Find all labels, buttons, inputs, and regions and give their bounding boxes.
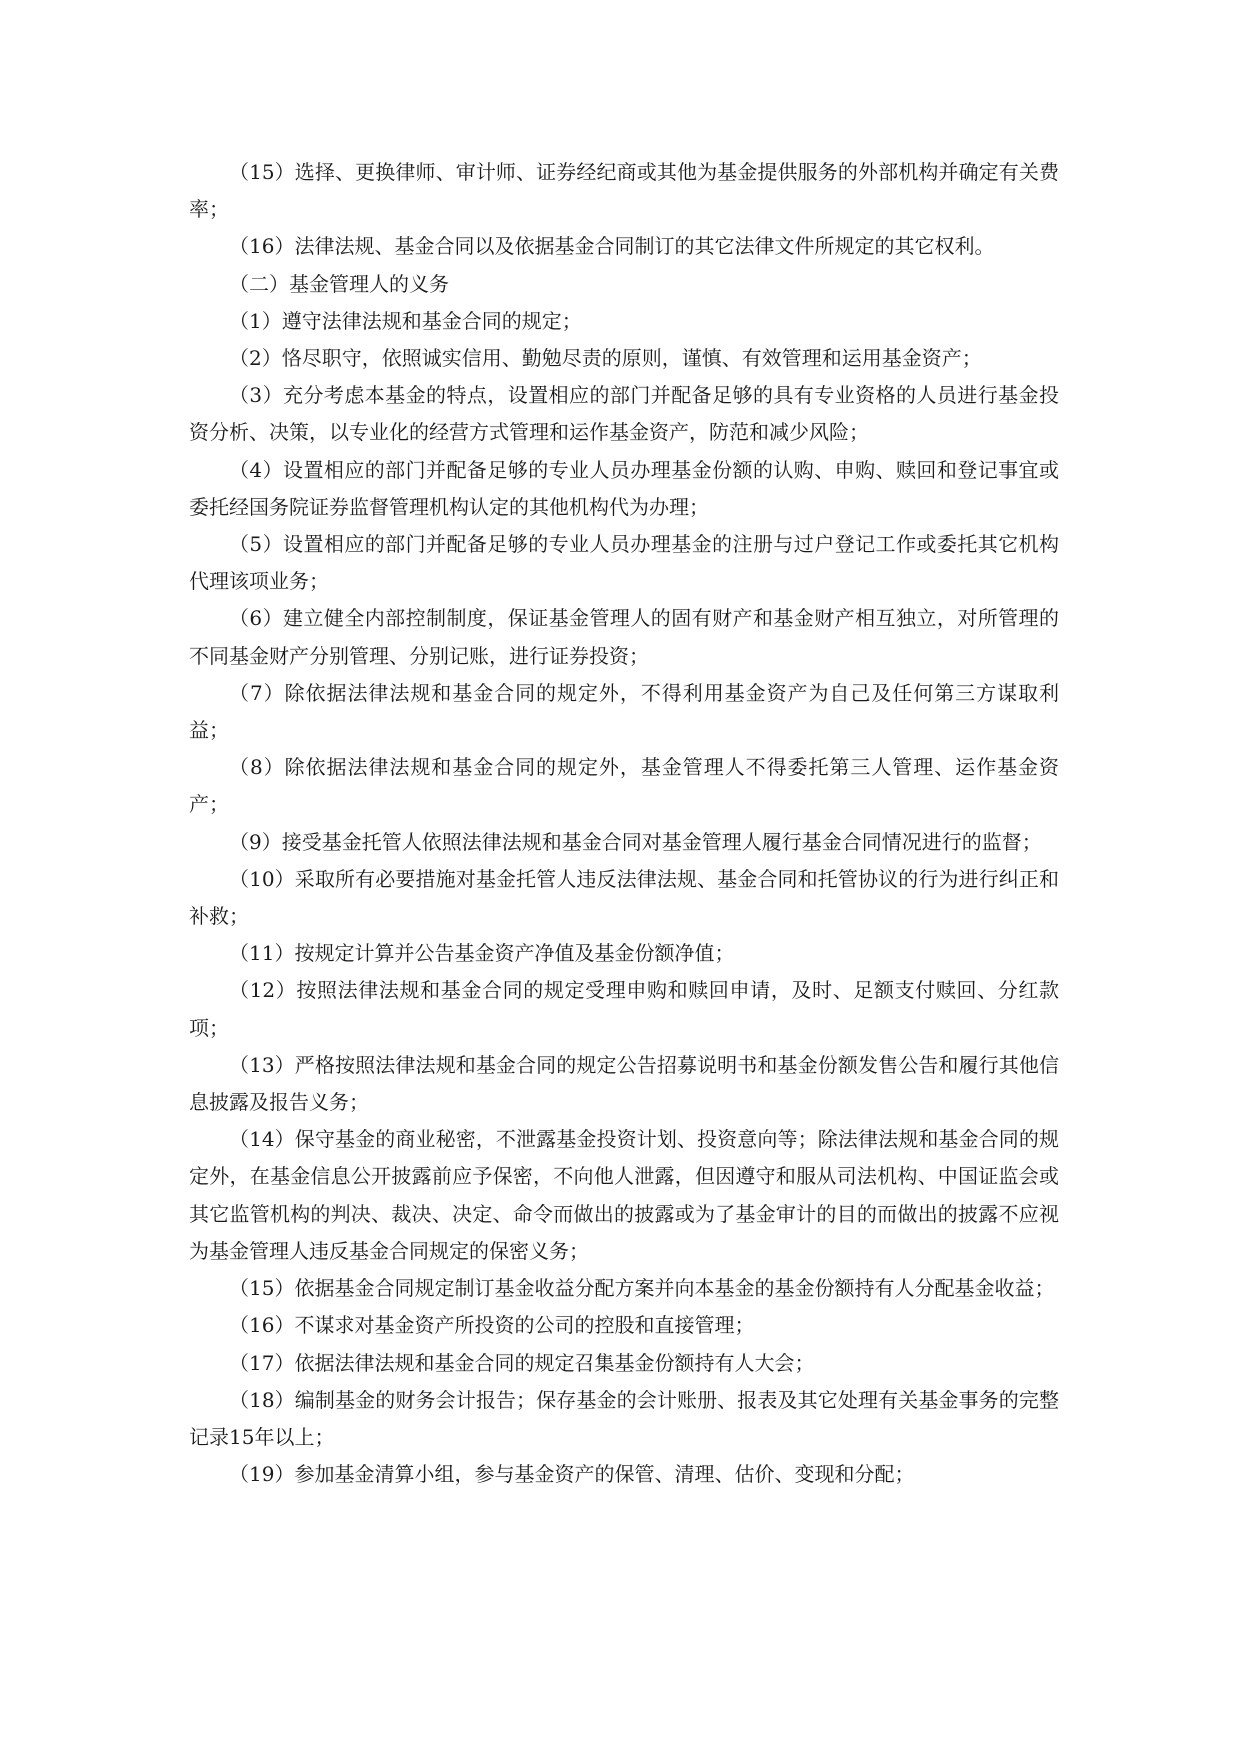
paragraph: （10）采取所有必要措施对基金托管人违反法律法规、基金合同和托管协议的行为进行纠正和补救；: [189, 866, 1059, 929]
paragraph: （16）法律法规、基金合同以及依据基金合同制订的其它法律文件所规定的其它权利。: [229, 234, 995, 259]
paragraph: （15）选择、更换律师、审计师、证券经纪商或其他为基金提供服务的外部机构并确定有关费率；: [189, 160, 1059, 222]
paragraph: （17）依据法律法规和基金合同的规定召集基金份额持有人大会；: [229, 1350, 815, 1375]
paragraph: （3）充分考虑本基金的特点，设置相应的部门并配备足够的具有专业资格的人员进行基金投资分析、决策，以专业化的经营方式管理和运作基金资产，防范和减少风险；: [189, 383, 1059, 445]
section-heading: （二）基金管理人的义务: [229, 271, 449, 296]
paragraph: （9）接受基金托管人依照法律法规和基金合同对基金管理人履行基金合同情况进行的监督；: [229, 829, 1042, 854]
paragraph: （1）遵守法律法规和基金合同的规定；: [229, 308, 582, 333]
paragraph: （8）除依据法律法规和基金合同的规定外，基金管理人不得委托第三人管理、运作基金资产；: [189, 755, 1059, 817]
paragraph: （6）建立健全内部控制制度，保证基金管理人的固有财产和基金财产相互独立，对所管理的不同基金财产分别管理、分别记账，进行证券投资；: [189, 606, 1059, 668]
paragraph: （2）恪尽职守，依照诚实信用、勤勉尽责的原则，谨慎、有效管理和运用基金资产；: [229, 346, 982, 371]
paragraph: （13）严格按照法律法规和基金合同的规定公告招募说明书和基金份额发售公告和履行其他信息披露及报告义务；: [189, 1052, 1059, 1115]
paragraph: （4）设置相应的部门并配备足够的专业人员办理基金份额的认购、申购、赎回和登记事宜或委托经国务院证券监督管理机构认定的其他机构代为办理；: [189, 457, 1059, 519]
paragraph: （18）编制基金的财务会计报告；保存基金的会计账册、报表及其它处理有关基金事务的完整记录15年以上；: [189, 1387, 1059, 1449]
paragraph: （15）依据基金合同规定制订基金收益分配方案并向本基金的基金份额持有人分配基金收益；: [229, 1276, 1055, 1301]
paragraph: （14）保守基金的商业秘密，不泄露基金投资计划、投资意向等；除法律法规和基金合同的规定外，在基金信息公开披露前应予保密，不向他人泄露，但因遵守和服从司法机构、中国证监会或其它监管机构的判决、裁决、决定、命令而做出的披露或为了基金审计的目的而做出的披露不应视为基金管理人违反基金合同规定的保密义务；: [189, 1127, 1059, 1263]
paragraph: （5）设置相应的部门并配备足够的专业人员办理基金的注册与过户登记工作或委托其它机构代理该项业务；: [189, 532, 1059, 594]
paragraph: （11）按规定计算并公告基金资产净值及基金份额净值；: [229, 941, 735, 966]
paragraph: （7）除依据法律法规和基金合同的规定外，不得利用基金资产为自己及任何第三方谋取利益；: [189, 680, 1059, 743]
document-body: [189, 154, 1059, 1493]
paragraph: （16）不谋求对基金资产所投资的公司的控股和直接管理；: [229, 1313, 755, 1338]
paragraph: （19）参加基金清算小组，参与基金资产的保管、清理、估价、变现和分配；: [229, 1462, 915, 1487]
paragraph: （12）按照法律法规和基金合同的规定受理申购和赎回申请，及时、足额支付赎回、分红款项；: [189, 978, 1059, 1040]
